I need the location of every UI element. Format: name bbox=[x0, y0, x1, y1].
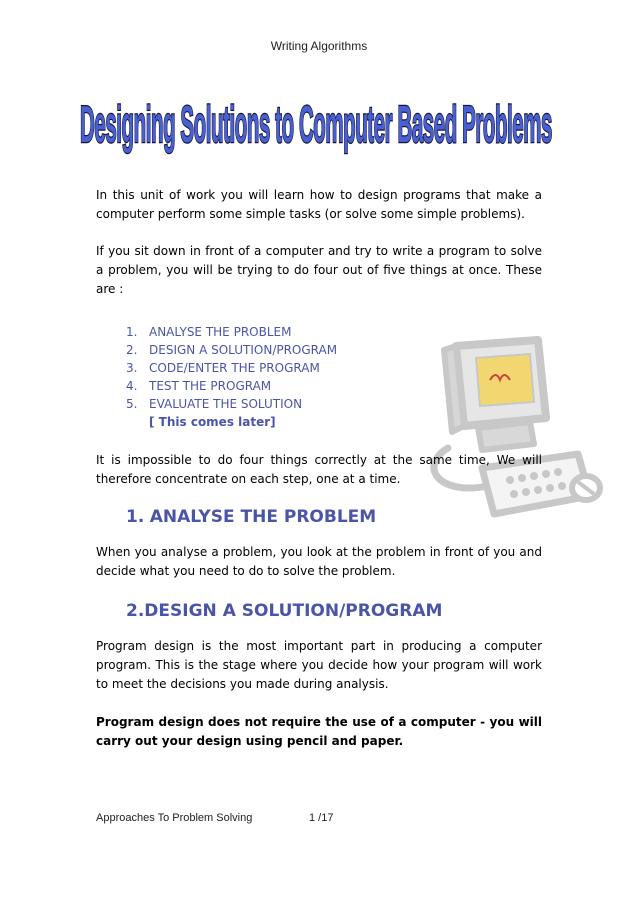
list-item bbox=[96, 341, 542, 359]
section-title: ANALYSE THE PROBLEM bbox=[149, 507, 377, 527]
list-item-label: CODE/ENTER THE PROGRAM bbox=[149, 361, 320, 375]
list-item-label: ANALYSE THE PROBLEM bbox=[149, 325, 292, 339]
list-item bbox=[96, 377, 542, 395]
page-title: Designing Solutions to Computer Based Problems bbox=[80, 96, 552, 154]
page-number: 1 /17 bbox=[309, 812, 334, 824]
steps-list bbox=[96, 323, 542, 413]
list-item bbox=[96, 359, 542, 377]
section-number: 2. bbox=[126, 601, 145, 621]
section-number: 1. bbox=[126, 507, 145, 527]
list-item bbox=[96, 395, 542, 413]
intro-paragraph: In this unit of work you will learn how to design programs that make a computer perform some simple tasks (or solve some simple problems). bbox=[96, 188, 542, 221]
intro-paragraph-2: If you sit down in front of a computer and try to write a program to solve a problem, you will be trying to do four out of five things at once. These are : bbox=[96, 244, 542, 296]
list-item-label: DESIGN A SOLUTION/PROGRAM bbox=[149, 343, 338, 357]
list-item-number: 1. bbox=[126, 325, 138, 339]
list-item bbox=[96, 323, 542, 341]
section-title: DESIGN A SOLUTION/PROGRAM bbox=[144, 601, 443, 621]
footer-title: Approaches To Problem Solving bbox=[96, 812, 253, 824]
list-item-number: 3. bbox=[126, 361, 138, 375]
section-heading-analyse bbox=[96, 505, 542, 529]
running-header: Writing Algorithms bbox=[270, 39, 368, 53]
document-body bbox=[96, 186, 542, 751]
list-item-number: 5. bbox=[126, 397, 138, 411]
title-banner-graphic bbox=[76, 82, 556, 162]
list-item-label: EVALUATE THE SOLUTION bbox=[149, 397, 303, 411]
steps-note: [ This comes later] bbox=[149, 415, 276, 429]
title-banner bbox=[76, 82, 556, 162]
list-item-label: TEST THE PROGRAM bbox=[149, 379, 272, 393]
analyse-paragraph: When you analyse a problem, you look at the problem in front of you and decide what you need to do to solve the problem. bbox=[96, 545, 542, 578]
list-item-number: 4. bbox=[126, 379, 138, 393]
design-emphasis-paragraph: Program design does not require the use of a computer - you will carry out your design using pencil and paper. bbox=[96, 715, 542, 748]
design-paragraph: Program design is the most important part in producing a computer program. This is the stage where you decide how your program will work to meet the decisions you made during analysis. bbox=[96, 639, 542, 691]
list-item-number: 2. bbox=[126, 343, 138, 357]
concentrate-paragraph: It is impossible to do four things correctly at the same time, We will therefore concentrate on each step, one at a time. bbox=[96, 453, 542, 486]
section-heading-design bbox=[96, 599, 542, 623]
